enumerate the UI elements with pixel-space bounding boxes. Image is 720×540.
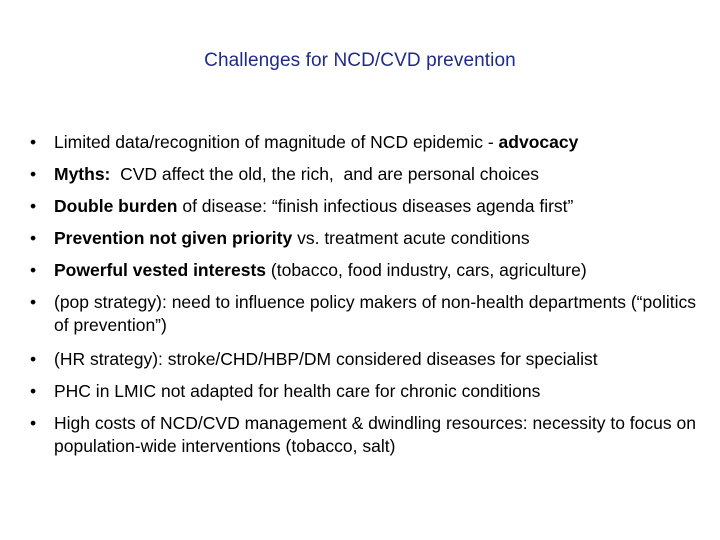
bullet-bold-text: Myths: [54,164,111,184]
bullet-item [30,259,700,282]
bullet-item [30,195,700,218]
bullet-icon: • [30,292,37,312]
bullet-item [30,380,700,403]
bullet-bold-text: Prevention not given priority [54,228,293,248]
bullet-text: (pop strategy): need to influence policy makers of non-health departments (“politics of prevention”) [54,292,696,335]
slide-title: Challenges for NCD/CVD prevention [204,50,516,71]
bullet-item [30,227,700,250]
bullet-icon: • [30,164,37,184]
bullet-item [30,291,700,337]
bullet-bold-text: advocacy [498,132,579,152]
bullet-list [30,131,700,469]
bullet-bold-text: Double burden [54,196,178,216]
bullet-icon: • [30,413,37,433]
bullet-text-tail: (tobacco, food industry, cars, agriculture) [266,260,587,280]
bullet-text: (HR strategy): stroke/CHD/HBP/DM considered diseases for specialist [54,349,598,369]
bullet-item [30,131,700,154]
bullet-icon: • [30,260,37,280]
bullet-text-tail: vs. treatment acute conditions [292,228,530,248]
bullet-text-tail: of disease: “finish infectious diseases agenda first” [177,196,574,216]
bullet-text: PHC in LMIC not adapted for health care for chronic conditions [54,381,541,401]
bullet-text: Limited data/recognition of magnitude of NCD epidemic - [54,132,499,152]
bullet-text-tail: CVD affect the old, the rich, and are personal choices [110,164,540,184]
bullet-bold-text: Powerful vested interests [54,260,267,280]
bullet-icon: • [30,381,37,401]
bullet-item [30,163,700,186]
bullet-icon: • [30,349,37,369]
bullet-icon: • [30,228,37,248]
bullet-item [30,348,700,371]
bullet-item [30,412,700,458]
bullet-icon: • [30,132,37,152]
bullet-text: High costs of NCD/CVD management & dwindling resources: necessity to focus on population-wide interventions (tobacco, salt) [54,413,696,456]
bullet-icon: • [30,196,37,216]
